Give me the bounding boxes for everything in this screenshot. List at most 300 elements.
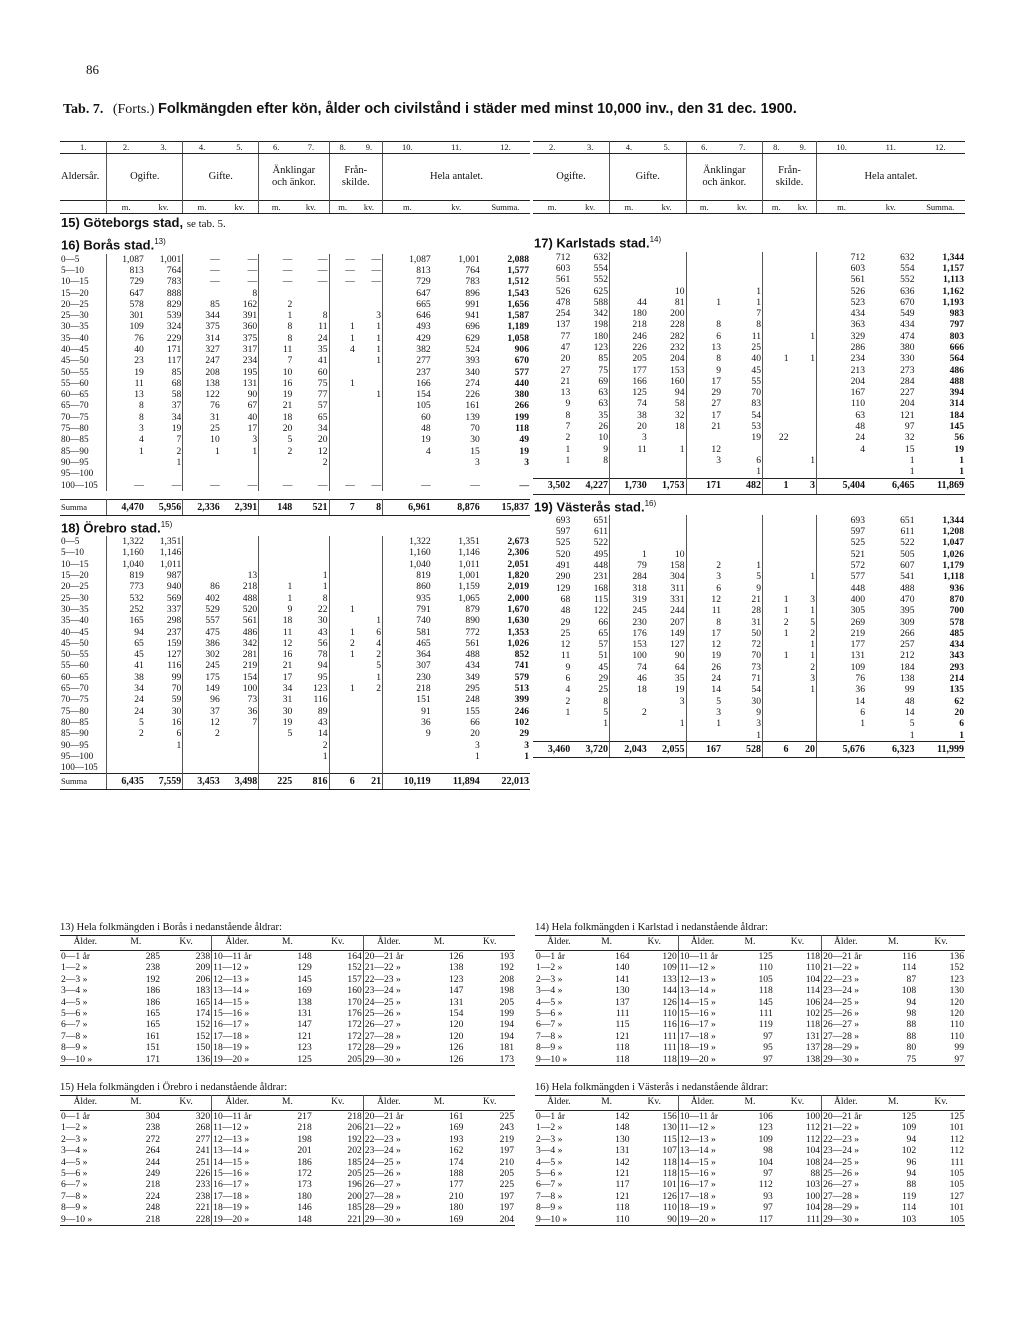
footnote-value: 208: [499, 973, 514, 985]
footnote-value: 238: [161, 1191, 212, 1202]
footnote-value: 121: [615, 1168, 630, 1180]
table-row: [533, 444, 965, 455]
cell-value: —: [293, 254, 329, 265]
footnote-age: 14—15 »: [213, 1156, 250, 1168]
cell-value: 4: [356, 638, 383, 649]
cell-value: 70: [722, 650, 763, 661]
cell-value: 670: [900, 296, 915, 308]
footnote-value: 152: [313, 962, 364, 973]
cell-value: 36: [421, 716, 431, 728]
cell-value: 57: [571, 639, 609, 650]
cell-value: [722, 444, 763, 455]
cell-value: [763, 252, 790, 263]
cell-value: [356, 400, 383, 411]
footnote-value: 88: [906, 1019, 917, 1031]
age-group: 80—85: [60, 717, 107, 728]
cell-value: 1: [909, 466, 915, 478]
table-row: [60, 434, 530, 445]
footnote-age: 22—23 »: [823, 1133, 860, 1145]
cell-value: 521: [850, 548, 865, 560]
cell-value: 665: [416, 298, 431, 310]
table-row: [60, 423, 530, 434]
header-gifte: Gifte.: [183, 154, 259, 201]
footnote-age: 19—20 »: [679, 1213, 716, 1225]
footnote-value: 145: [758, 996, 773, 1008]
cell-value: —: [345, 264, 355, 276]
footnote-header: Kv.: [464, 936, 515, 951]
footnote-age: 10—11 år: [679, 951, 719, 962]
cell-value: 21: [282, 660, 293, 672]
footnote-header: M.: [726, 1096, 774, 1111]
cell-value: [763, 387, 790, 398]
footnote-value: 131: [448, 996, 464, 1008]
footnote-age: 21—22 »: [364, 1122, 401, 1134]
cell-value: 230: [416, 671, 431, 683]
cell-value: [763, 707, 790, 718]
cell-value: 474: [900, 330, 915, 342]
footnote-value: 225: [499, 1111, 514, 1122]
cell-value: 70: [470, 423, 480, 435]
footnote-age: 20—21 år: [364, 951, 404, 962]
cell-value: 1: [287, 592, 293, 604]
cell-value: 1: [790, 605, 817, 616]
right-column-header-row: [533, 154, 965, 201]
cell-value: [329, 762, 356, 774]
footnote-age: 0—1 år: [536, 951, 566, 962]
cell-value: [356, 593, 383, 604]
footnote-row: [535, 974, 965, 985]
cell-value: 69: [571, 376, 609, 387]
age-group: 90—95: [60, 740, 107, 751]
cell-value: [790, 466, 817, 477]
footnote-value: 180: [448, 1202, 464, 1214]
cell-value: 3: [716, 571, 721, 583]
cell-value: 8: [565, 409, 571, 421]
cell-value: [763, 549, 790, 560]
cell-value: 90: [221, 389, 259, 400]
column-number: 4.: [610, 142, 648, 154]
cell-value: 13: [560, 387, 571, 399]
footnote-value: 105: [949, 1168, 964, 1180]
cell-value: —: [221, 276, 259, 287]
cell-value: 936: [949, 582, 964, 594]
footnote-value: 105: [949, 1213, 964, 1225]
cell-value: 5: [909, 718, 915, 730]
age-group: 75—80: [60, 706, 107, 717]
cell-value: 8: [287, 321, 293, 333]
age-group: 40—45: [60, 344, 107, 355]
cell-value: 70: [722, 387, 763, 398]
footnote-value: 125: [297, 1053, 312, 1065]
cell-value: [293, 299, 329, 310]
city-footnote-ref: 13): [154, 237, 166, 247]
footnote-age: 10—11 år: [213, 1111, 252, 1122]
cell-value: [221, 751, 259, 762]
cell-value: 226: [465, 389, 480, 401]
cell-value: [763, 515, 790, 526]
footnote-value: 119: [902, 1190, 917, 1202]
cell-value: 76: [855, 673, 865, 685]
cell-value: 286: [850, 342, 865, 353]
cell-value: 6: [716, 582, 721, 594]
cell-value: 1: [783, 353, 789, 365]
footnote-table: [535, 935, 965, 1066]
cell-value: 488: [900, 582, 915, 594]
cell-value: 636: [900, 285, 915, 297]
cell-value: [763, 308, 790, 319]
cell-value: 127: [648, 639, 686, 650]
footnote-row: [60, 1214, 515, 1226]
table-row: [533, 628, 965, 639]
footnote-value: 125: [949, 1111, 964, 1122]
footnote-value: 147: [448, 985, 464, 997]
footnote-age: 5—6 »: [61, 1168, 88, 1180]
footnote-value: 110: [631, 1202, 679, 1213]
cell-value: [686, 274, 722, 285]
cell-value: 1,820: [507, 570, 529, 582]
column-number: 8.: [329, 142, 356, 154]
cell-value: 204: [850, 375, 865, 387]
footnote-header: M.: [583, 936, 631, 951]
age-group: 60—65: [60, 672, 107, 683]
footnote-value: 173: [297, 1179, 312, 1191]
cell-value: 68: [560, 593, 571, 605]
cell-value: 557: [205, 615, 220, 627]
footnote-value: 170: [313, 997, 364, 1008]
age-group: 80—85: [60, 434, 107, 445]
footnote-value: 103: [774, 1179, 822, 1190]
footnote-age: 26—27 »: [364, 1179, 401, 1191]
age-group: 90—95: [60, 457, 107, 468]
footnote-age: 27—28 »: [364, 1030, 401, 1042]
footnote-row: [535, 1179, 965, 1190]
footnote-row: [60, 1111, 515, 1123]
footnote-value: 238: [145, 1122, 161, 1134]
cell-value: 246: [632, 330, 647, 342]
sum-value: 3,502: [533, 478, 571, 494]
cell-value: 19: [421, 434, 431, 446]
footnote-row: [535, 1019, 965, 1030]
age-group: 45—50: [60, 355, 107, 366]
cell-value: 77: [560, 330, 571, 342]
cell-value: 19: [711, 650, 721, 662]
cell-value: 1: [356, 672, 383, 683]
cell-value: 495: [571, 549, 609, 560]
cell-value: 2: [287, 445, 293, 457]
cell-value: 184: [949, 409, 964, 421]
footnote-age: 3—4 »: [61, 1145, 88, 1157]
city-heading-row: [60, 515, 530, 536]
sum-row: [60, 774, 530, 790]
cell-value: [763, 297, 790, 308]
age-group: 55—60: [60, 378, 107, 389]
cell-value: 48: [855, 421, 865, 433]
footnote-value: 164: [313, 951, 364, 963]
age-group: 25—30: [60, 593, 107, 604]
cell-value: 860: [416, 581, 431, 593]
cell-value: 577: [850, 571, 865, 583]
footnote-age: 14—15 »: [213, 996, 250, 1008]
footnote-row: [60, 1168, 515, 1179]
footnote-value: 138: [448, 962, 464, 974]
cell-value: 44: [637, 296, 647, 308]
age-group: 20—25: [60, 581, 107, 592]
cell-value: [790, 263, 817, 274]
table-forts: (Forts.): [112, 102, 155, 117]
cell-value: 247: [205, 355, 220, 367]
header-ogifte-right: Ogifte.: [533, 154, 610, 201]
footnote-value: 145: [297, 973, 312, 985]
footnote-row: [535, 1031, 965, 1042]
cell-value: 2: [349, 637, 355, 649]
cell-value: 1: [356, 344, 383, 355]
cell-value: 1: [565, 706, 571, 718]
sum-value: 4,227: [571, 478, 609, 494]
footnote-age: 16—17 »: [213, 1019, 250, 1031]
cell-value: 10: [571, 432, 609, 443]
cell-value: 3: [790, 594, 817, 605]
cell-value: 100: [632, 650, 647, 662]
cell-value: [221, 728, 259, 739]
cell-value: 1: [145, 457, 183, 468]
footnote-age: 8—9 »: [61, 1042, 88, 1054]
cell-value: 3: [524, 456, 529, 468]
footnote-value: 107: [631, 1145, 679, 1156]
cell-value: 429: [416, 332, 431, 344]
cell-value: 1,159: [458, 581, 480, 593]
footnote-value: 97: [763, 1202, 773, 1214]
cell-value: 36: [855, 684, 865, 696]
cell-value: 2: [293, 457, 329, 468]
sex-label: m.: [183, 201, 221, 214]
footnote-age: 12—13 »: [213, 1133, 250, 1145]
city-name: [60, 233, 530, 253]
footnote-value: 123: [758, 1122, 773, 1134]
footnote-header-row: [535, 1096, 965, 1111]
cell-value: [722, 263, 763, 274]
footnote-value: 152: [161, 1019, 212, 1030]
table-row: [533, 466, 965, 477]
footnote-age: 13—14 »: [679, 1145, 716, 1157]
footnote-value: 162: [448, 1145, 464, 1157]
left-main-table: [60, 141, 530, 790]
footnote-age: 12—13 »: [679, 1133, 716, 1145]
age-group: 65—70: [60, 400, 107, 411]
cell-value: 1: [783, 605, 789, 617]
cell-value: [356, 468, 383, 479]
cell-value: 11: [283, 626, 293, 638]
cell-value: 632: [571, 252, 609, 263]
cell-value: 41: [293, 355, 329, 366]
cell-value: 200: [648, 308, 686, 319]
footnote-age: 25—26 »: [364, 1008, 401, 1020]
cell-value: 23: [134, 355, 144, 367]
cell-value: [183, 570, 221, 581]
cell-value: 99: [145, 672, 183, 683]
footnote-value: 197: [499, 1190, 514, 1202]
cell-value: 603: [850, 262, 865, 274]
footnote-header: Ålder.: [678, 1096, 726, 1111]
footnote-value: 120: [949, 1008, 964, 1020]
cell-value: 581: [416, 626, 431, 638]
cell-value: 131: [221, 378, 259, 389]
table-row: [60, 400, 530, 411]
cell-value: 13: [134, 389, 144, 401]
left-table-panel: [60, 141, 530, 790]
footnote-value: 116: [631, 1019, 679, 1030]
footnote-value: 97: [763, 1053, 773, 1065]
cell-value: 199: [514, 411, 529, 423]
cell-value: [221, 536, 259, 547]
city-footnote-ref: 15): [160, 519, 173, 529]
cell-value: 3: [474, 456, 480, 468]
footnote-value: 133: [631, 974, 679, 985]
cell-value: 11: [134, 377, 144, 389]
footnote-row: [535, 1168, 965, 1179]
age-group: 100—105: [60, 762, 107, 774]
table-row: [60, 480, 530, 491]
table-row: [60, 751, 530, 762]
cell-value: 43: [293, 627, 329, 638]
cell-value: 34: [134, 683, 144, 695]
footnote-value: 110: [949, 1030, 964, 1042]
sum-value: 4,470: [107, 499, 145, 515]
cell-value: 25: [210, 423, 220, 435]
footnote-value: 243: [499, 1122, 514, 1134]
cell-value: [432, 762, 481, 774]
cell-value: 22: [293, 604, 329, 615]
cell-value: 154: [221, 672, 259, 683]
footnote-row: [535, 1111, 965, 1123]
cell-value: 244: [648, 605, 686, 616]
cell-value: 1,040: [409, 558, 431, 570]
cell-value: 302: [205, 649, 220, 661]
cell-value: 40: [221, 412, 259, 423]
cell-value: 1: [524, 750, 529, 762]
cell-value: [790, 410, 817, 421]
footnote-value: 118: [631, 1054, 679, 1066]
cell-value: [648, 263, 686, 274]
footnote-row: [60, 997, 515, 1008]
footnote-caption: 16) Hela folkmängden i Västerås i nedanstående åldrar:: [535, 1082, 769, 1093]
footnote-value: 172: [313, 1031, 364, 1042]
cell-value: 60: [293, 367, 329, 378]
footnote-age: 6—7 »: [61, 1019, 88, 1031]
age-group: 70—75: [60, 412, 107, 423]
footnote-age: 13—14 »: [213, 985, 250, 997]
cell-value: 195: [221, 367, 259, 378]
cell-value: [763, 286, 790, 297]
table-row: [60, 559, 530, 570]
footnote-value: 94: [906, 1133, 917, 1145]
cell-value: 204: [900, 398, 915, 410]
cell-value: 29: [571, 673, 609, 684]
footnote-value: 248: [145, 1202, 161, 1214]
cell-value: 56: [293, 638, 329, 649]
cell-value: 246: [514, 705, 529, 717]
cell-value: 19: [282, 389, 293, 401]
footnote-value: 110: [615, 1213, 630, 1225]
footnote-header: Kv.: [631, 1096, 679, 1111]
footnote-value: 87: [906, 973, 917, 985]
sum-value: 6: [329, 774, 356, 790]
sum-value: 20: [790, 741, 817, 757]
footnote-value: 88: [906, 1179, 917, 1191]
footnote-value: 277: [161, 1134, 212, 1145]
cell-value: 40: [722, 353, 763, 364]
cell-value: 7: [221, 717, 259, 728]
cell-value: [763, 342, 790, 353]
cell-value: [763, 365, 790, 376]
footnote-age: 16—17 »: [679, 1179, 716, 1191]
cell-value: [790, 308, 817, 319]
cell-value: [763, 376, 790, 387]
cell-value: 647: [416, 287, 431, 299]
cell-value: 1: [722, 466, 763, 477]
cell-value: 434: [850, 308, 865, 320]
cell-value: 304: [648, 571, 686, 582]
footnote-value: 171: [145, 1053, 161, 1065]
footnote-value: 105: [949, 1179, 964, 1191]
cell-value: 35: [571, 410, 609, 421]
right-sex-row: [533, 201, 965, 214]
cell-value: 24: [134, 694, 144, 706]
cell-value: [383, 762, 432, 774]
footnote-value: 138: [297, 996, 312, 1008]
table-row: [533, 263, 965, 274]
footnote-age: 8—9 »: [536, 1202, 563, 1214]
footnote-age: 6—7 »: [536, 1019, 563, 1031]
city-name: [60, 515, 530, 536]
cell-value: [763, 684, 790, 695]
cell-value: 205: [632, 353, 647, 365]
cell-value: 505: [900, 548, 915, 560]
sum-value: 5,404: [817, 478, 867, 494]
footnote-age: 17—18 »: [679, 1190, 716, 1202]
cell-value: 245: [632, 605, 647, 617]
footnote-age: 26—27 »: [823, 1019, 860, 1031]
cell-value: 5: [356, 660, 383, 671]
cell-value: 30: [470, 434, 480, 446]
cell-value: 1,656: [507, 298, 529, 310]
footnote-value: 165: [145, 1008, 161, 1020]
footnote-value: 186: [297, 1156, 312, 1168]
footnote-age: 0—1 år: [61, 951, 91, 962]
spacer-cell: [533, 214, 965, 232]
table-row: [60, 615, 530, 626]
footnote-value: 130: [631, 1122, 679, 1133]
header-anklingar: Änklingar och änkor.: [259, 154, 329, 201]
table-row: [533, 673, 965, 684]
footnote-value: 205: [499, 996, 514, 1008]
sex-label: m.: [610, 201, 648, 214]
cell-value: [356, 547, 383, 558]
spacer-cell: [60, 491, 530, 500]
cell-value: [293, 559, 329, 570]
cell-value: [790, 583, 817, 594]
cell-value: 274: [465, 377, 480, 389]
age-group: 5—10: [60, 547, 107, 558]
footnote-age: 29—30 »: [823, 1053, 860, 1065]
cell-value: 1,087: [122, 253, 144, 265]
footnote-value: 109: [631, 962, 679, 973]
cell-value: 2,051: [507, 558, 529, 570]
footnote-age: 28—29 »: [823, 1202, 860, 1214]
age-group: 35—40: [60, 333, 107, 344]
cell-value: 1: [722, 297, 763, 308]
cell-value: [356, 299, 383, 310]
cell-value: 5: [790, 617, 817, 628]
